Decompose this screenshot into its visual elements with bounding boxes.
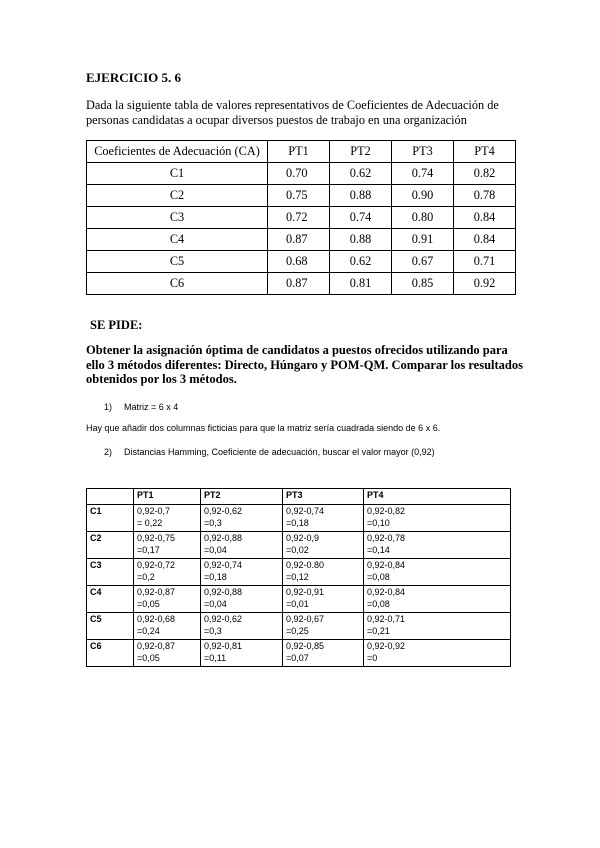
table-row [87, 251, 516, 273]
cell-result: =0,11 [204, 652, 227, 663]
table-cell: 0.85 [392, 273, 454, 295]
cell-formula: 0,92-0,74 [204, 560, 243, 570]
table-row [87, 273, 516, 295]
note-paragraph: Hay que añadir dos columnas ficticias para que la matriz sería cuadrada siendo de 6 x 6. [86, 423, 441, 433]
table-row [87, 229, 516, 251]
table-cell [134, 613, 201, 640]
table-row [87, 163, 516, 185]
cell-result: =0,18 [204, 571, 227, 582]
header-cell: PT3 [283, 489, 364, 505]
table-cell: 0.90 [392, 185, 454, 207]
table-cell: 0.87 [268, 229, 330, 251]
table-cell [364, 532, 511, 559]
row-label: C6 [87, 273, 268, 295]
cell-formula: 0,92-0,68 [137, 614, 176, 624]
row-label: C4 [87, 586, 134, 613]
table-cell [134, 559, 201, 586]
table-cell [283, 559, 364, 586]
cell-result: = 0,22 [137, 517, 163, 528]
intro-paragraph: Dada la siguiente tabla de valores representativos de Coeficientes de Adecuación de personas candidatas a ocupar diversos puestos de trabajo en una organización [86, 98, 499, 127]
table-cell [283, 505, 364, 532]
cell-result: =0,08 [367, 571, 390, 582]
header-cell: PT4 [364, 489, 511, 505]
table-cell: 0.67 [392, 251, 454, 273]
cell-formula: 0,92-0,87 [137, 587, 176, 597]
cell-formula: 0,92-0,82 [367, 506, 406, 516]
cell-formula: 0,92-0,87 [137, 641, 176, 651]
cell-result: =0,17 [137, 544, 160, 555]
table-cell: 0.62 [330, 251, 392, 273]
cell-result: =0,25 [286, 625, 309, 636]
table-header-row [87, 141, 516, 163]
cell-result: =0,3 [204, 517, 222, 528]
table-cell: 0.92 [454, 273, 516, 295]
cell-formula: 0,92-0,84 [367, 587, 406, 597]
table-cell [134, 640, 201, 667]
table-cell: 0.70 [268, 163, 330, 185]
table-cell: 0.62 [330, 163, 392, 185]
table-cell [364, 559, 511, 586]
table-cell: 0.91 [392, 229, 454, 251]
table-cell: 0.82 [454, 163, 516, 185]
cell-formula: 0,92-0,7 [137, 506, 171, 516]
header-cell: PT4 [454, 141, 516, 163]
cell-formula: 0,92-0,88 [204, 533, 243, 543]
table-cell [134, 586, 201, 613]
cell-formula: 0,92-0,92 [367, 641, 406, 651]
cell-result: =0,05 [137, 598, 160, 609]
table-cell: 0.84 [454, 207, 516, 229]
exercise-title: EJERCICIO 5. 6 [86, 70, 181, 85]
list-number: 2) [104, 447, 113, 457]
table-cell [201, 532, 283, 559]
hamming-distance-table [86, 488, 511, 667]
header-cell: PT2 [201, 489, 283, 505]
cell-formula: 0,92-0,75 [137, 533, 176, 543]
cell-formula: 0,92-0,91 [286, 587, 325, 597]
header-cell: PT3 [392, 141, 454, 163]
cell-result: =0,2 [137, 571, 155, 582]
table-cell: 0.74 [392, 163, 454, 185]
cell-result: =0,21 [367, 625, 390, 636]
table-row [87, 532, 511, 559]
cell-formula: 0,92-0,74 [286, 506, 325, 516]
table-cell: 0.72 [268, 207, 330, 229]
table-row [87, 640, 511, 667]
cell-formula: 0,92-0,72 [137, 560, 176, 570]
list-item-1 [104, 402, 178, 412]
table-cell: 0.88 [330, 185, 392, 207]
cell-result: =0,3 [204, 625, 222, 636]
task-statement: Obtener la asignación óptima de candidatos a puestos ofrecidos utilizando para ello 3 métodos diferentes: Directo, Húngaro y POM-QM. Comparar los resultados obtenidos por los 3 métodos. [86, 343, 523, 386]
header-cell [87, 489, 134, 505]
list-text: Matriz = 6 x 4 [124, 402, 179, 412]
table-row [87, 586, 511, 613]
header-cell: PT1 [268, 141, 330, 163]
table-cell [283, 532, 364, 559]
table-cell: 0.80 [392, 207, 454, 229]
cell-result: =0,10 [367, 517, 390, 528]
table-row [87, 185, 516, 207]
table-row [87, 505, 511, 532]
table-cell: 0.74 [330, 207, 392, 229]
row-label: C2 [87, 185, 268, 207]
cell-result: =0,08 [367, 598, 390, 609]
cell-formula: 0,92-0,84 [367, 560, 406, 570]
table-cell: 0.78 [454, 185, 516, 207]
table-cell: 0.71 [454, 251, 516, 273]
cell-formula: 0,92-0.80 [286, 560, 325, 570]
row-label: C5 [87, 613, 134, 640]
table-cell [283, 640, 364, 667]
cell-formula: 0,92-0,71 [367, 614, 406, 624]
row-label: C2 [87, 532, 134, 559]
cell-result: =0,14 [367, 544, 390, 555]
table-cell [134, 505, 201, 532]
cell-result: =0,12 [286, 571, 309, 582]
cell-result: =0 [367, 652, 378, 663]
list-text: Distancias Hamming, Coeficiente de adecuación, buscar el valor mayor (0,92) [124, 447, 435, 457]
table-cell: 0.68 [268, 251, 330, 273]
table-cell [201, 586, 283, 613]
cell-result: =0,05 [137, 652, 160, 663]
table-cell [283, 613, 364, 640]
cell-result: =0,24 [137, 625, 160, 636]
table-cell: 0.87 [268, 273, 330, 295]
header-cell: PT1 [134, 489, 201, 505]
table-cell [364, 613, 511, 640]
table-cell: 0.84 [454, 229, 516, 251]
table-row [87, 613, 511, 640]
table-cell [201, 559, 283, 586]
table-cell [283, 586, 364, 613]
list-number: 1) [104, 402, 113, 412]
row-label: C5 [87, 251, 268, 273]
table-cell [364, 505, 511, 532]
cell-result: =0,02 [286, 544, 309, 555]
table-header-row [87, 489, 511, 505]
cell-formula: 0,92-0,67 [286, 614, 325, 624]
cell-formula: 0,92-0,78 [367, 533, 406, 543]
table-cell [364, 640, 511, 667]
table-cell: 0.88 [330, 229, 392, 251]
table-cell [134, 532, 201, 559]
cell-result: =0,01 [286, 598, 309, 609]
cell-formula: 0,92-0,85 [286, 641, 325, 651]
header-cell: PT2 [330, 141, 392, 163]
cell-formula: 0,92-0,62 [204, 614, 243, 624]
row-label: C3 [87, 559, 134, 586]
row-label: C1 [87, 505, 134, 532]
cell-result: =0,04 [204, 598, 227, 609]
table-cell [201, 505, 283, 532]
row-label: C6 [87, 640, 134, 667]
table-row [87, 207, 516, 229]
row-label: C4 [87, 229, 268, 251]
list-item-2 [104, 447, 435, 457]
row-label: C1 [87, 163, 268, 185]
header-cell: Coeficientes de Adecuación (CA) [87, 141, 268, 163]
table-cell [364, 586, 511, 613]
table-row [87, 559, 511, 586]
cell-result: =0,04 [204, 544, 227, 555]
row-label: C3 [87, 207, 268, 229]
cell-result: =0,18 [286, 517, 309, 528]
table-cell [201, 613, 283, 640]
adequacy-coefficients-table [86, 140, 516, 295]
cell-formula: 0,92-0,88 [204, 587, 243, 597]
cell-formula: 0,92-0,81 [204, 641, 243, 651]
cell-formula: 0,92-0,9 [286, 533, 320, 543]
section-heading-se-pide: SE PIDE: [90, 318, 143, 332]
cell-formula: 0,92-0,62 [204, 506, 243, 516]
table-cell: 0.75 [268, 185, 330, 207]
table-cell: 0.81 [330, 273, 392, 295]
table-cell [201, 640, 283, 667]
cell-result: =0,07 [286, 652, 309, 663]
